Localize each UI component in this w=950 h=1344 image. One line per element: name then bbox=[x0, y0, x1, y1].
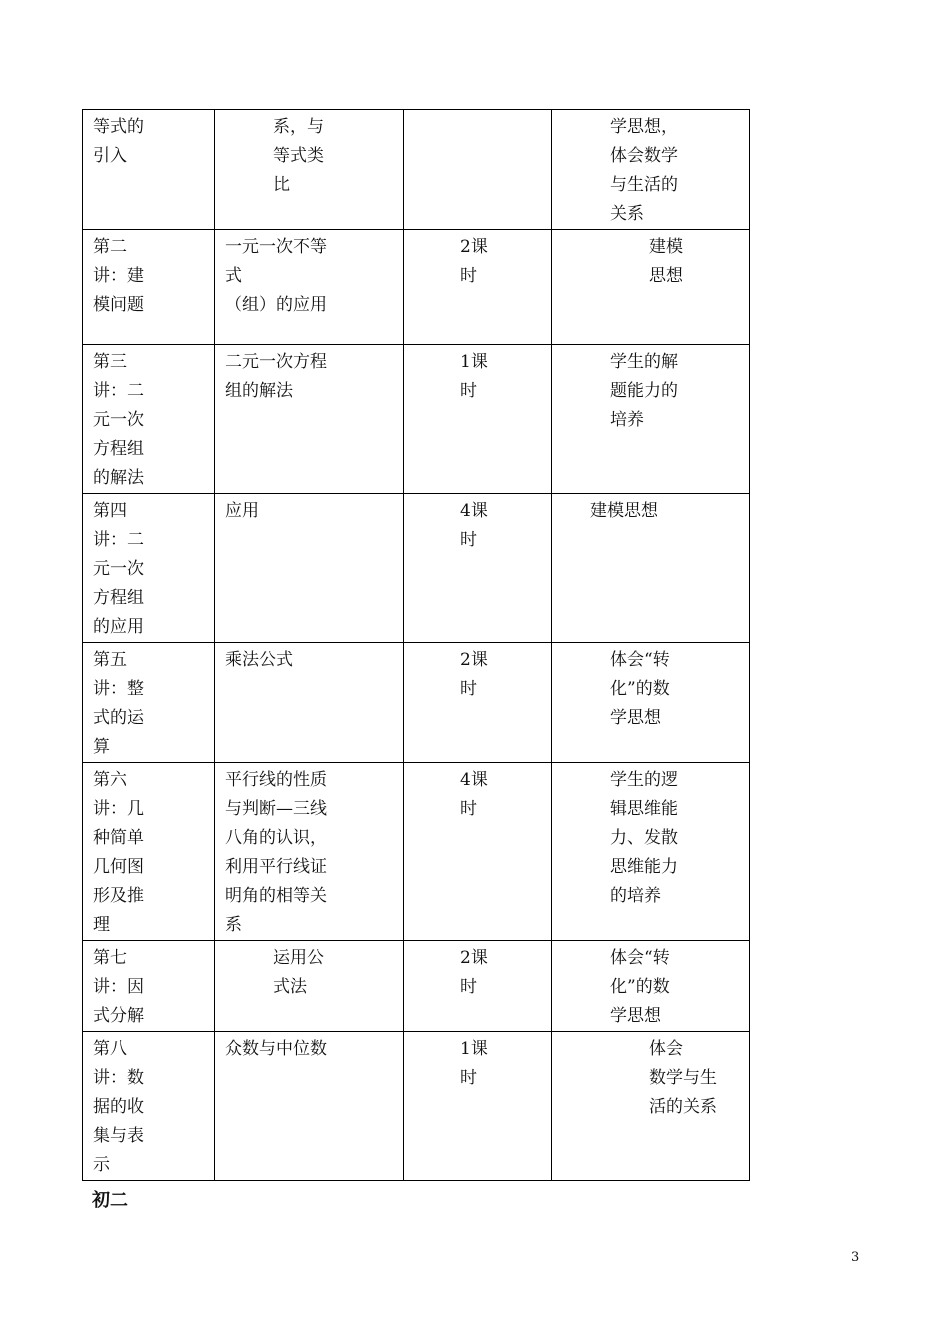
content-cell-text: 运用公 式法 bbox=[273, 948, 324, 997]
content-cell-text: 一元一次不等 式 （组）的应用 bbox=[225, 237, 327, 315]
hours-cell-text: 2课 时 bbox=[460, 650, 488, 699]
hours-cell-text: 1课 时 bbox=[460, 1039, 488, 1088]
hours-cell bbox=[404, 941, 552, 1032]
content-cell-text: 系，与 等式类 比 bbox=[273, 117, 324, 195]
content-cell bbox=[215, 1032, 404, 1181]
goal-cell bbox=[552, 110, 750, 230]
content-cell-text: 二元一次方程 组的解法 bbox=[225, 352, 327, 401]
lecture-cell-text: 第六 讲：几 种简单 几何图 形及推 理 bbox=[93, 770, 144, 935]
content-cell-text: 众数与中位数 bbox=[225, 1039, 327, 1059]
table-row bbox=[83, 643, 750, 763]
hours-cell bbox=[404, 494, 552, 643]
goal-cell-text: 体会 数学与生 活的关系 bbox=[649, 1039, 717, 1117]
content-cell bbox=[215, 643, 404, 763]
lecture-cell bbox=[83, 110, 215, 230]
lecture-cell-text: 第三 讲：二 元一次 方程组 的解法 bbox=[93, 352, 144, 488]
content-cell-text: 平行线的性质 与判断—三线 八角的认识， 利用平行线证 明角的相等关 系 bbox=[225, 770, 327, 935]
lecture-cell bbox=[83, 230, 215, 345]
content-cell bbox=[215, 345, 404, 494]
hours-cell bbox=[404, 230, 552, 345]
lecture-cell-text: 第七 讲：因 式分解 bbox=[93, 948, 144, 1026]
lecture-cell bbox=[83, 1032, 215, 1181]
table-row bbox=[83, 494, 750, 643]
goal-cell-text: 建模思想 bbox=[590, 501, 658, 521]
goal-cell-text: 建模 思想 bbox=[649, 237, 683, 286]
table-row bbox=[83, 1032, 750, 1181]
goal-cell bbox=[552, 1032, 750, 1181]
content-cell-text: 应用 bbox=[225, 501, 259, 521]
content-cell bbox=[215, 230, 404, 345]
table-row bbox=[83, 763, 750, 941]
goal-cell-text: 体会“转 化”的数 学思想 bbox=[610, 948, 670, 1026]
lecture-cell bbox=[83, 494, 215, 643]
course-schedule-table bbox=[82, 109, 750, 1181]
goal-cell-text: 学生的解 题能力的 培养 bbox=[610, 352, 678, 430]
hours-cell-text: 2课 时 bbox=[460, 237, 488, 286]
content-cell-text: 乘法公式 bbox=[225, 650, 293, 670]
goal-cell-text: 体会“转 化”的数 学思想 bbox=[610, 650, 670, 728]
lecture-cell-text: 等式的 引入 bbox=[93, 117, 144, 166]
hours-cell bbox=[404, 763, 552, 941]
section-heading: 初二 bbox=[92, 1190, 128, 1211]
hours-cell-text: 2课 时 bbox=[460, 948, 488, 997]
content-cell bbox=[215, 494, 404, 643]
table-row bbox=[83, 941, 750, 1032]
hours-cell-text: 4课 时 bbox=[460, 770, 488, 819]
hours-cell-text: 4课 时 bbox=[460, 501, 488, 550]
content-cell bbox=[215, 941, 404, 1032]
table-row bbox=[83, 230, 750, 345]
lecture-cell-text: 第五 讲：整 式的运 算 bbox=[93, 650, 144, 757]
goal-cell bbox=[552, 494, 750, 643]
goal-cell bbox=[552, 763, 750, 941]
content-cell bbox=[215, 110, 404, 230]
goal-cell-text: 学思想， 体会数学 与生活的 关系 bbox=[610, 117, 678, 224]
table-row bbox=[83, 345, 750, 494]
goal-cell bbox=[552, 643, 750, 763]
lecture-cell-text: 第八 讲：数 据的收 集与表 示 bbox=[93, 1039, 144, 1175]
goal-cell bbox=[552, 230, 750, 345]
hours-cell bbox=[404, 345, 552, 494]
lecture-cell-text: 第四 讲：二 元一次 方程组 的应用 bbox=[93, 501, 144, 637]
goal-cell-text: 学生的逻 辑思维能 力、发散 思维能力 的培养 bbox=[610, 770, 678, 906]
hours-cell-text: 1课 时 bbox=[460, 352, 488, 401]
lecture-cell bbox=[83, 941, 215, 1032]
goal-cell bbox=[552, 345, 750, 494]
lecture-cell bbox=[83, 643, 215, 763]
hours-cell bbox=[404, 1032, 552, 1181]
hours-cell bbox=[404, 110, 552, 230]
lecture-cell-text: 第二 讲：建 模问题 bbox=[93, 237, 144, 315]
page-number: 3 bbox=[851, 1250, 860, 1265]
content-cell bbox=[215, 763, 404, 941]
goal-cell bbox=[552, 941, 750, 1032]
table-row bbox=[83, 110, 750, 230]
lecture-cell bbox=[83, 763, 215, 941]
hours-cell bbox=[404, 643, 552, 763]
lecture-cell bbox=[83, 345, 215, 494]
